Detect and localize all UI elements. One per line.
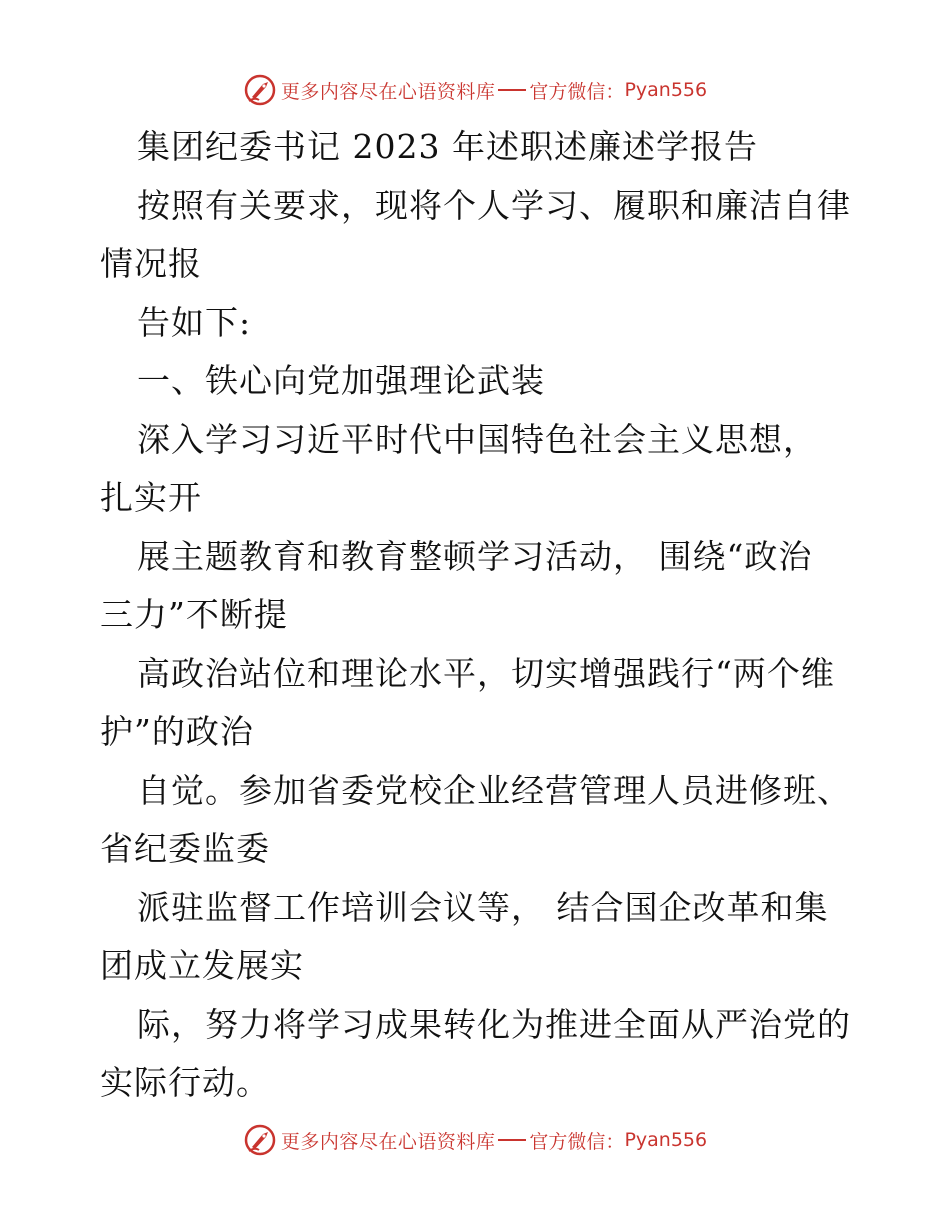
text-line: 扎实开 bbox=[100, 478, 202, 517]
text-line: 集团纪委书记 2023 年述职述廉述学报告 bbox=[137, 127, 758, 166]
text-line: 际，努力将学习成果转化为推进全面从严治党的 bbox=[137, 1004, 851, 1044]
text-line: 高政治站位和理论水平，切实增强践行“两个维 bbox=[137, 653, 835, 693]
header-watermark bbox=[0, 70, 950, 110]
text-line: 团成立发展实 bbox=[100, 946, 304, 985]
text-line: 展主题教育和教育整顿学习活动， 围绕“政治 bbox=[137, 536, 813, 576]
watermark-id: Pyan556 bbox=[624, 1129, 708, 1151]
text-line: 实际行动。 bbox=[100, 1063, 270, 1102]
document-body bbox=[100, 118, 860, 1113]
text-line: 护”的政治 bbox=[100, 712, 254, 751]
text-line: 深入学习习近平时代中国特色社会主义思想， bbox=[137, 419, 817, 459]
pen-nib-logo-icon bbox=[243, 73, 277, 107]
watermark-suffix: 官方微信： bbox=[529, 80, 625, 103]
text-line: 自觉。参加省委党校企业经营管理人员进修班、 bbox=[137, 770, 851, 810]
footer-watermark bbox=[0, 1120, 950, 1160]
pen-nib-logo-icon bbox=[243, 1123, 277, 1157]
text-line: 告如下: bbox=[137, 302, 252, 342]
watermark-id: Pyan556 bbox=[624, 79, 708, 101]
watermark-suffix: 官方微信： bbox=[529, 1130, 625, 1153]
watermark-text: 更多内容尽在心语资料库 bbox=[280, 1130, 496, 1153]
text-line: 三力”不断提 bbox=[100, 595, 288, 634]
text-line: 一、铁心向党加强理论武装 bbox=[137, 361, 545, 400]
text-line: 情况报 bbox=[100, 244, 202, 283]
text-line: 按照有关要求，现将个人学习、履职和廉洁自律 bbox=[137, 185, 851, 225]
text-line: 省纪委监委 bbox=[100, 829, 270, 868]
watermark-dash bbox=[498, 1139, 526, 1141]
watermark-dash bbox=[498, 89, 526, 91]
text-line: 派驻监督工作培训会议等， 结合国企改革和集 bbox=[137, 887, 829, 927]
watermark-text: 更多内容尽在心语资料库 bbox=[280, 80, 496, 103]
